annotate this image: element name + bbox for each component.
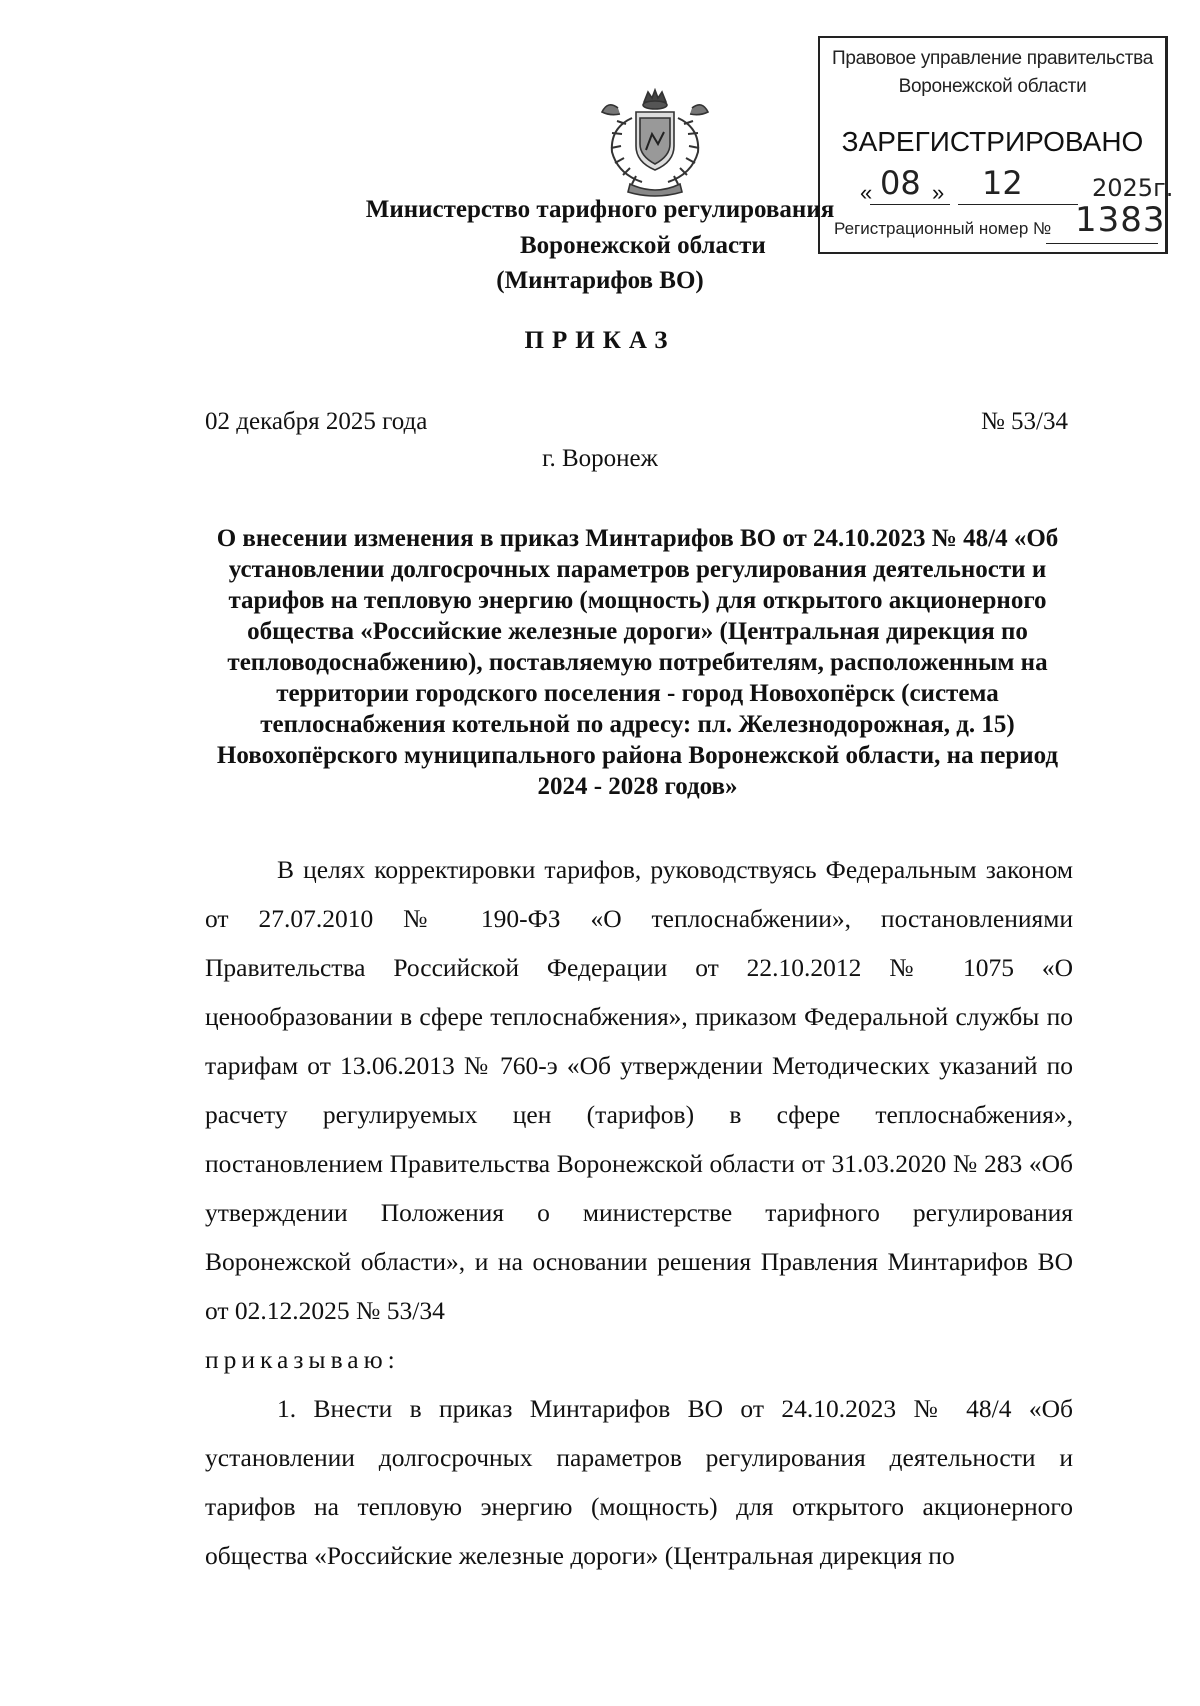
orders-word: приказываю:: [205, 1345, 400, 1374]
order-city: г. Воронеж: [542, 445, 658, 472]
preamble-paragraph: В целях корректировки тарифов, руководствуясь Федеральным законом от 27.07.2010 № 190-ФЗ «О теплоснабжении», постановлениями Правительства Российской Федерации от 22.10.2012 № 1075 «О ценообразовании в сфере теплоснабжения», приказом Федеральной службы по тарифам от 13.06.2013 № 760-э «Об утверждении Методических указаний по расчету регулируемых цен (тарифов) в сфере теплоснабжения», постановлением Правительства Воронежской области от 31.03.2020 № 283 «Об утверждении Положения о министерстве тарифного регулирования Воронежской области», и на основании решения Правления Минтарифов ВО от 02.12.2025 № 53/34: [205, 855, 1073, 1325]
stamp-day: 08: [880, 164, 921, 202]
order-subject: О внесении изменения в приказ Минтарифов ВО от 24.10.2023 № 48/4 «Об установлении долгосрочных параметров регулирования деятельности и тарифов на тепловую энергию (мощность) для открытого акционерного общества «Российские железные дороги» (Центральная дирекция по тепловодоснабжению), поставляемую потребителям, расположенным на территории городского поселения - город Новохопёрск (система теплоснабжения котельной по адресу: пл. Железнодорожная, д. 15) Новохопёрского муниципального района Воронежской области, на период 2024 - 2028 годов»: [216, 525, 1059, 800]
stamp-month: 12: [982, 164, 1023, 202]
stamp-date: « 08 » 12 2025г.: [860, 164, 1174, 205]
item-1-paragraph: 1. Внести в приказ Минтарифов ВО от 24.10.2023 № 48/4 «Об установлении долгосрочных параметров регулирования деятельности и тарифов на тепловую энергию (мощность) для открытого акционерного общества «Российские железные дороги» (Центральная дирекция по: [205, 1394, 1073, 1570]
ministry-short-name: (Минтарифов ВО): [496, 267, 704, 294]
coat-of-arms-emblem: [596, 88, 714, 200]
stamp-org-line2: Воронежской области: [898, 76, 1087, 97]
ministry-name-line2: Воронежской области: [520, 232, 766, 259]
stamp-number-label: Регистрационный номер №: [834, 219, 1052, 238]
order-number: № 53/34: [980, 408, 1068, 435]
stamp-registered-label: ЗАРЕГИСТРИРОВАНО: [841, 126, 1144, 157]
order-body: [205, 845, 1073, 1580]
order-title: ПРИКАЗ: [524, 327, 676, 354]
order-date: 02 декабря 2025 года: [205, 408, 428, 435]
ministry-name-line1: Министерство тарифного регулирования: [365, 196, 835, 223]
stamp-number: 1383: [1075, 200, 1166, 240]
stamp-org-line1: Правовое управление правительства: [831, 48, 1153, 69]
stamp-year: 2025г.: [1092, 174, 1174, 202]
